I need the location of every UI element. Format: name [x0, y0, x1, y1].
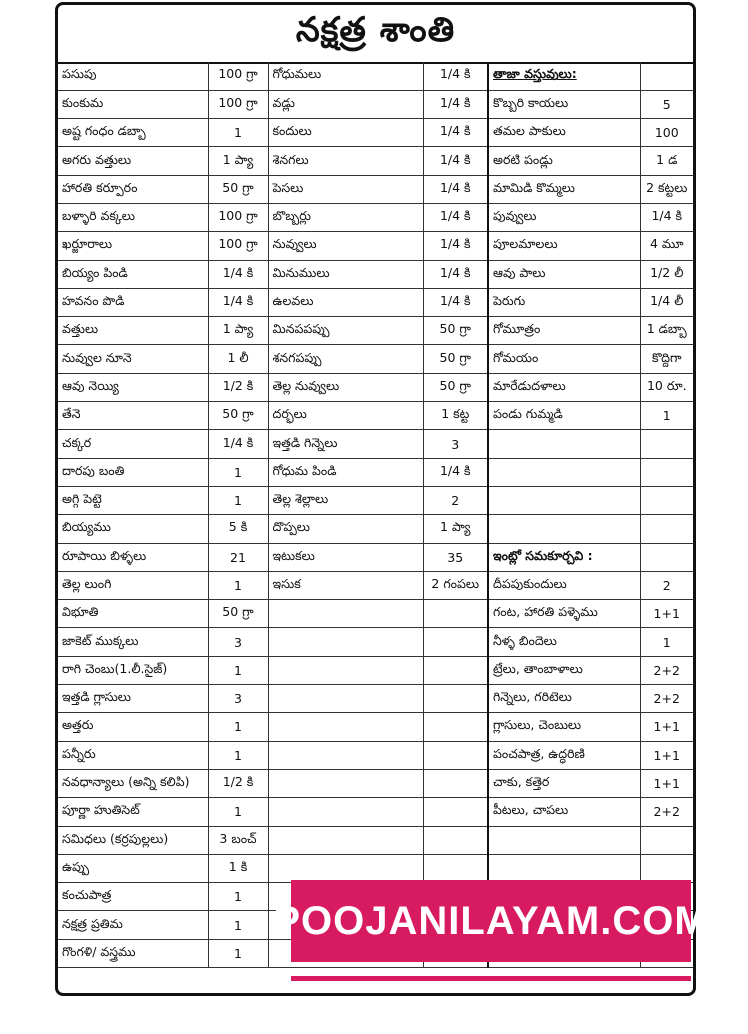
quantity-cell: 1 [208, 458, 268, 486]
item-cell [488, 826, 640, 854]
table-row [58, 203, 693, 231]
item-cell: నువ్వుల నూనె [58, 345, 208, 373]
item-cell: ఉప్పు [58, 854, 208, 882]
quantity-cell: 2 [640, 571, 693, 599]
item-cell: పెసలు [268, 175, 423, 203]
quantity-cell: 21 [208, 543, 268, 571]
quantity-cell: 3 [208, 685, 268, 713]
item-cell: చాకు, కత్తెర [488, 769, 640, 797]
quantity-cell [640, 543, 693, 571]
quantity-cell: 1 [208, 741, 268, 769]
item-cell: నీళ్ళ బిందెలు [488, 628, 640, 656]
table-row [58, 458, 693, 486]
quantity-cell [423, 656, 488, 684]
item-cell: మామిడి కొమ్మలు [488, 175, 640, 203]
item-cell: వడ్లు [268, 90, 423, 118]
quantity-cell: 10 రూ. [640, 373, 693, 401]
item-cell: ఖర్జూరాలు [58, 232, 208, 260]
quantity-cell: 1/4 కి [423, 458, 488, 486]
quantity-cell: 1 [208, 798, 268, 826]
quantity-cell: 100 గ్రా [208, 232, 268, 260]
quantity-cell: 1 [640, 402, 693, 430]
watermark-banner: POOJANILAYAM.COM [291, 880, 691, 962]
quantity-cell [423, 741, 488, 769]
quantity-cell: 1/2 కి [208, 769, 268, 797]
item-cell: కందులు [268, 119, 423, 147]
item-cell: పన్నీరు [58, 741, 208, 769]
item-cell: ట్రేలు, తాంబాళాలు [488, 656, 640, 684]
quantity-cell: 1/4 కి [208, 260, 268, 288]
quantity-cell: 1/4 కి [423, 288, 488, 316]
quantity-cell: 2+2 [640, 656, 693, 684]
table-row [58, 260, 693, 288]
quantity-cell: 1 [208, 571, 268, 599]
table-row [58, 402, 693, 430]
item-cell: అష్ట గంధం డబ్బా [58, 119, 208, 147]
item-cell: గిన్నెలు, గరిటెలు [488, 685, 640, 713]
item-cell: బొబ్బర్లు [268, 203, 423, 231]
quantity-cell [423, 685, 488, 713]
quantity-cell: 1 [208, 939, 268, 967]
item-cell: మినుములు [268, 260, 423, 288]
item-cell: శెనగలు [268, 147, 423, 175]
quantity-cell [640, 62, 693, 90]
item-cell: మారేడుదళాలు [488, 373, 640, 401]
quantity-cell: 50 గ్రా [208, 402, 268, 430]
table-row [58, 713, 693, 741]
item-cell: పూర్ణా హుతిసెట్ [58, 798, 208, 826]
table-row [58, 685, 693, 713]
table-row [58, 543, 693, 571]
item-cell: పసుపు [58, 62, 208, 90]
item-cell: అరటి పండ్లు [488, 147, 640, 175]
item-cell: తాజా వస్తువులు: [488, 62, 640, 90]
quantity-cell: 1 కి [208, 854, 268, 882]
item-cell: వత్తులు [58, 317, 208, 345]
item-cell: గ్లాసులు, చెంబులు [488, 713, 640, 741]
table-row [58, 826, 693, 854]
quantity-cell [640, 515, 693, 543]
quantity-cell: కొద్దిగా [640, 345, 693, 373]
quantity-cell: 1 [208, 119, 268, 147]
quantity-cell: 1 డబ్బా [640, 317, 693, 345]
quantity-cell: 3 [423, 430, 488, 458]
quantity-cell: 100 గ్రా [208, 90, 268, 118]
item-cell: సమిధలు (కర్రపుల్లలు) [58, 826, 208, 854]
quantity-cell: 50 గ్రా [423, 317, 488, 345]
items-table-body [58, 62, 693, 968]
item-cell: పండు గుమ్మడి [488, 402, 640, 430]
item-cell: పీటలు, చాపలు [488, 798, 640, 826]
item-cell: ఇంట్లో సమకూర్చవి : [488, 543, 640, 571]
item-cell: పెరుగు [488, 288, 640, 316]
quantity-cell: 1 [208, 911, 268, 939]
item-cell [268, 854, 423, 882]
item-cell: కంచుపాత్ర [58, 883, 208, 911]
page-title: నక్షత్ర శాంతి [58, 5, 693, 64]
quantity-cell: 1 [208, 486, 268, 514]
quantity-cell: 35 [423, 543, 488, 571]
quantity-cell: 1+1 [640, 600, 693, 628]
quantity-cell: 4 మూ [640, 232, 693, 260]
quantity-cell: 1 ప్యా [423, 515, 488, 543]
item-cell: పువ్వులు [488, 203, 640, 231]
quantity-cell [640, 430, 693, 458]
item-cell: ఆవు పాలు [488, 260, 640, 288]
item-cell: గోధుమ పిండి [268, 458, 423, 486]
quantity-cell: 1/4 కి [423, 90, 488, 118]
item-cell: గోధుమలు [268, 62, 423, 90]
item-cell: గొంగళి/ వస్త్రము [58, 939, 208, 967]
quantity-cell [640, 826, 693, 854]
quantity-cell: 1/4 కి [423, 232, 488, 260]
quantity-cell: 1 ప్యా [208, 317, 268, 345]
item-cell: బియ్యము [58, 515, 208, 543]
quantity-cell [640, 486, 693, 514]
item-cell: తెల్ల నువ్వులు [268, 373, 423, 401]
table-row [58, 854, 693, 882]
item-cell: జాకెట్ ముక్కలు [58, 628, 208, 656]
table-row [58, 317, 693, 345]
quantity-cell: 50 గ్రా [208, 600, 268, 628]
quantity-cell: 1 డ [640, 147, 693, 175]
item-cell: దీపపుకుందులు [488, 571, 640, 599]
item-cell [268, 798, 423, 826]
quantity-cell: 1/4 కి [423, 175, 488, 203]
items-table [58, 62, 693, 968]
quantity-cell [423, 628, 488, 656]
quantity-cell: 100 గ్రా [208, 62, 268, 90]
item-cell [268, 741, 423, 769]
quantity-cell: 5 [640, 90, 693, 118]
quantity-cell: 1 ప్యా [208, 147, 268, 175]
item-cell [488, 486, 640, 514]
quantity-cell: 1/4 కి [208, 288, 268, 316]
item-cell: శనగపప్పు [268, 345, 423, 373]
item-cell [488, 458, 640, 486]
table-row [58, 288, 693, 316]
table-row [58, 656, 693, 684]
quantity-cell [640, 458, 693, 486]
quantity-cell [423, 713, 488, 741]
item-cell: దొప్పలు [268, 515, 423, 543]
quantity-cell: 100 గ్రా [208, 203, 268, 231]
item-cell: ఆవు నెయ్యి [58, 373, 208, 401]
table-row [58, 741, 693, 769]
quantity-cell [423, 798, 488, 826]
item-cell: బియ్యం పిండి [58, 260, 208, 288]
table-row [58, 798, 693, 826]
quantity-cell: 1/4 కి [423, 147, 488, 175]
item-cell: చక్కర [58, 430, 208, 458]
item-cell [268, 685, 423, 713]
quantity-cell: 100 [640, 119, 693, 147]
table-row [58, 515, 693, 543]
item-cell: గంట, హారతి పళ్ళెము [488, 600, 640, 628]
quantity-cell: 3 బంచ్ [208, 826, 268, 854]
quantity-cell: 1/4 కి [423, 203, 488, 231]
watermark-underline [291, 976, 691, 981]
item-cell: నక్షత్ర ప్రతిమ [58, 911, 208, 939]
table-row [58, 373, 693, 401]
item-cell: హారతి కర్పూరం [58, 175, 208, 203]
item-cell: ఇటుకలు [268, 543, 423, 571]
table-row [58, 175, 693, 203]
item-cell: పంచపాత్ర, ఉద్ధరిణి [488, 741, 640, 769]
table-row [58, 628, 693, 656]
item-cell [268, 600, 423, 628]
quantity-cell: 1+1 [640, 769, 693, 797]
quantity-cell [423, 826, 488, 854]
item-cell [268, 769, 423, 797]
table-row [58, 62, 693, 90]
quantity-cell: 1 లీ [208, 345, 268, 373]
quantity-cell [640, 854, 693, 882]
item-cell: ఇసుక [268, 571, 423, 599]
quantity-cell: 2 గంపలు [423, 571, 488, 599]
item-cell: ఉలవలు [268, 288, 423, 316]
table-row [58, 486, 693, 514]
quantity-cell: 1+1 [640, 713, 693, 741]
quantity-cell: 1/4 కి [423, 260, 488, 288]
table-row [58, 430, 693, 458]
quantity-cell: 50 గ్రా [423, 373, 488, 401]
quantity-cell: 2+2 [640, 685, 693, 713]
item-cell: గోమయం [488, 345, 640, 373]
table-row [58, 600, 693, 628]
item-cell [268, 826, 423, 854]
quantity-cell: 1+1 [640, 741, 693, 769]
table-row [58, 769, 693, 797]
table-row [58, 232, 693, 260]
quantity-cell: 1 [208, 656, 268, 684]
item-cell: పూలమాలలు [488, 232, 640, 260]
quantity-cell: 2 కట్టలు [640, 175, 693, 203]
item-cell: నవధాన్యాలు (అన్ని కలిపి) [58, 769, 208, 797]
table-row [58, 147, 693, 175]
item-cell: రాగి చెంబు(1.లీ.సైజ్) [58, 656, 208, 684]
item-cell: అగరు వత్తులు [58, 147, 208, 175]
quantity-cell: 3 [208, 628, 268, 656]
quantity-cell: 2+2 [640, 798, 693, 826]
table-row [58, 345, 693, 373]
quantity-cell: 1 కట్ట [423, 402, 488, 430]
table-row [58, 119, 693, 147]
quantity-cell: 1/4 కి [423, 62, 488, 90]
item-cell: దారపు బంతి [58, 458, 208, 486]
quantity-cell: 1 [208, 713, 268, 741]
item-cell: కుంకుమ [58, 90, 208, 118]
table-row [58, 90, 693, 118]
quantity-cell: 50 గ్రా [208, 175, 268, 203]
item-cell: తెల్ల శెల్లాలు [268, 486, 423, 514]
quantity-cell: 1/4 కి [423, 119, 488, 147]
item-cell: కొబ్బరి కాయలు [488, 90, 640, 118]
item-cell: గోమూత్రం [488, 317, 640, 345]
item-cell: తమల పాకులు [488, 119, 640, 147]
table-row [58, 571, 693, 599]
quantity-cell: 1/4 లీ [640, 288, 693, 316]
item-cell: ఇత్తడి గ్లాసులు [58, 685, 208, 713]
item-cell: రూపాయి బిళ్ళలు [58, 543, 208, 571]
item-cell [488, 854, 640, 882]
quantity-cell: 1/2 లీ [640, 260, 693, 288]
item-cell [488, 430, 640, 458]
item-cell: ఇత్తడి గిన్నెలు [268, 430, 423, 458]
item-cell: బళ్ళారి వక్కలు [58, 203, 208, 231]
item-cell: మినపపప్పు [268, 317, 423, 345]
item-cell: అగ్గి పెట్టె [58, 486, 208, 514]
item-cell: తేనె [58, 402, 208, 430]
item-cell [268, 713, 423, 741]
item-cell: నువ్వులు [268, 232, 423, 260]
quantity-cell: 2 [423, 486, 488, 514]
item-cell: హవనం పొడి [58, 288, 208, 316]
quantity-cell: 50 గ్రా [423, 345, 488, 373]
quantity-cell [423, 769, 488, 797]
item-cell [268, 656, 423, 684]
document-frame [55, 2, 696, 996]
quantity-cell: 1/4 కి [640, 203, 693, 231]
quantity-cell: 5 కి [208, 515, 268, 543]
item-cell [268, 628, 423, 656]
quantity-cell: 1/4 కి [208, 430, 268, 458]
quantity-cell: 1/2 కి [208, 373, 268, 401]
quantity-cell [423, 854, 488, 882]
quantity-cell: 1 [640, 628, 693, 656]
item-cell: తెల్ల లుంగి [58, 571, 208, 599]
item-cell [488, 515, 640, 543]
quantity-cell: 1 [208, 883, 268, 911]
item-cell: దర్భలు [268, 402, 423, 430]
item-cell: విభూతి [58, 600, 208, 628]
item-cell: అత్తరు [58, 713, 208, 741]
quantity-cell [423, 600, 488, 628]
